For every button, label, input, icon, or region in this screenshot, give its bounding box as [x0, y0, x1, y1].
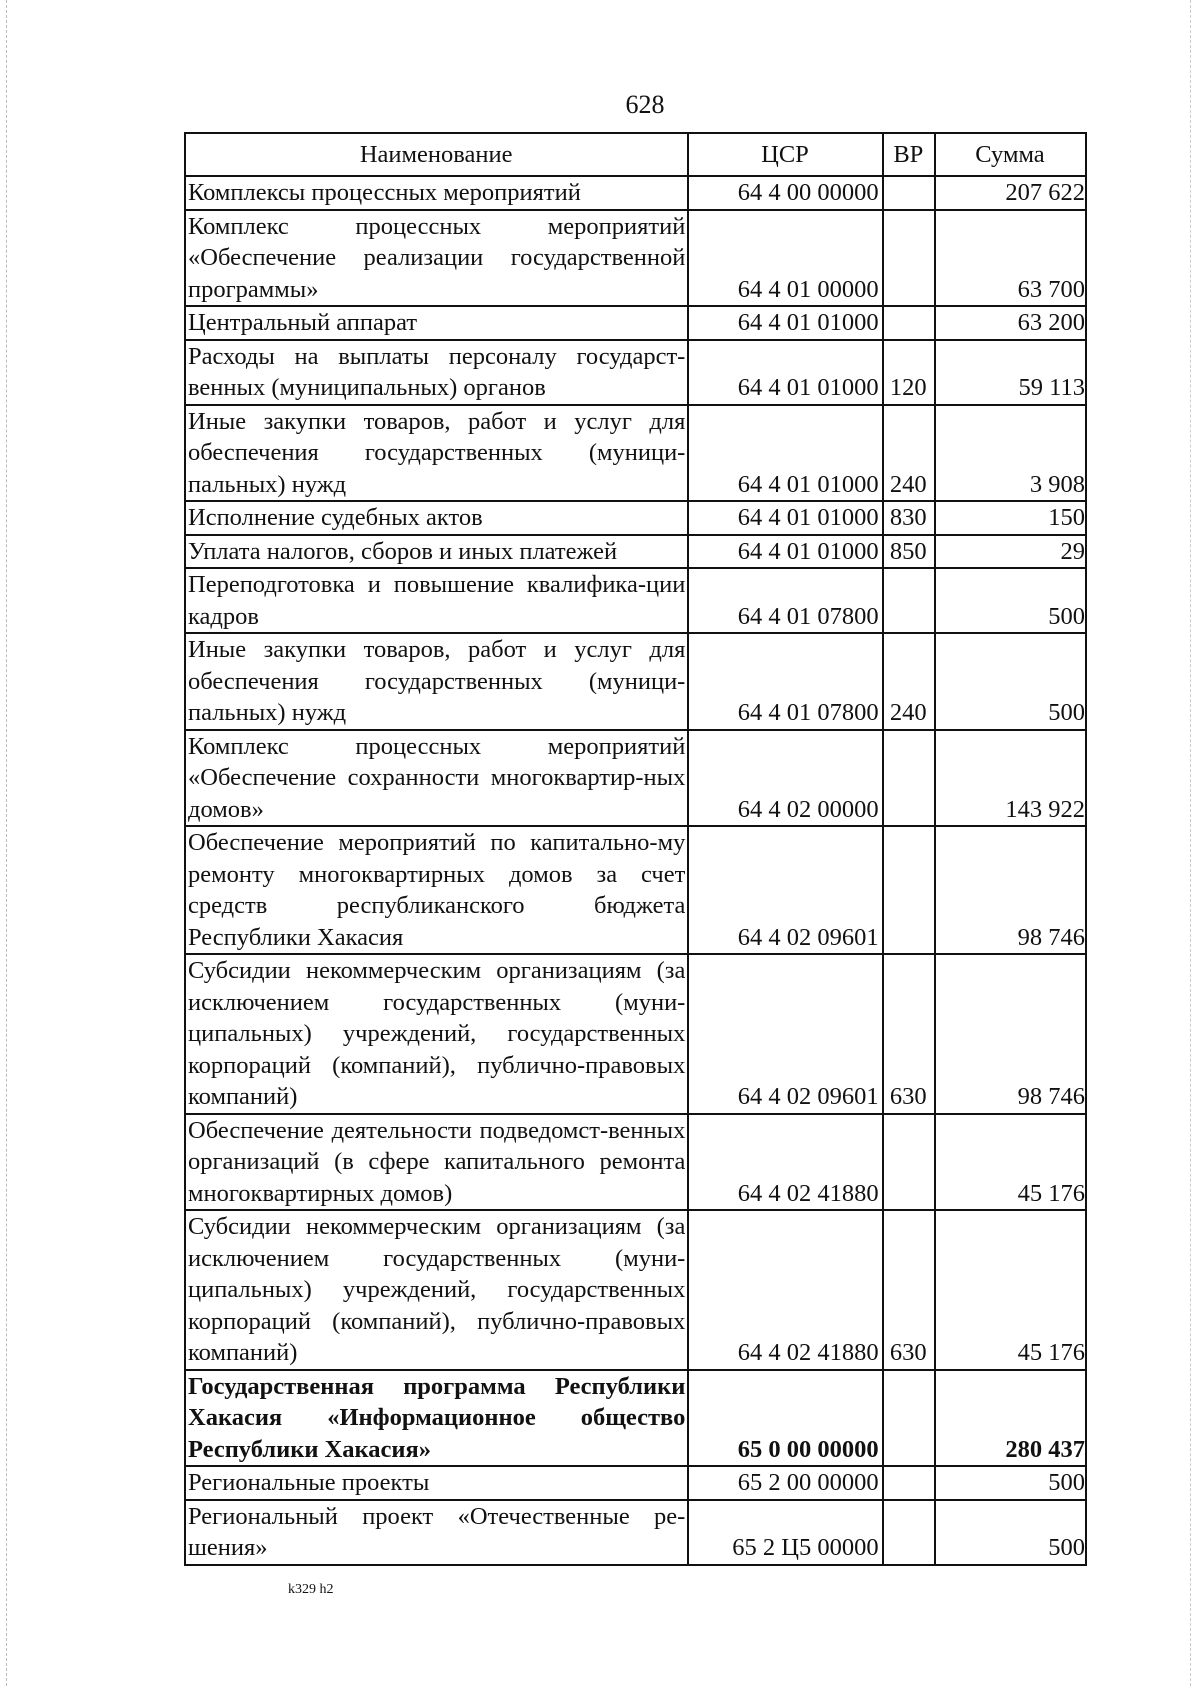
- row-name-cell: Региональный проект «Отечественные ре-шения»: [185, 1500, 688, 1565]
- row-name-cell: Расходы на выплаты персоналу государст-венных (муниципальных) органов: [185, 340, 688, 405]
- row-sum-cell: 500: [935, 568, 1086, 633]
- row-sum-cell: 29: [935, 535, 1086, 569]
- row-csr-cell: 64 4 02 00000: [688, 730, 882, 827]
- row-name-cell: Обеспечение мероприятий по капитально-му ремонту многоквартирных домов за счет средств республиканского бюджета Республики Хакасия: [185, 826, 688, 954]
- row-sum-cell: 45 176: [935, 1114, 1086, 1211]
- row-sum-cell: 63 700: [935, 210, 1086, 307]
- row-name-cell: Региональные проекты: [185, 1466, 688, 1500]
- row-csr-cell: 65 0 00 00000: [688, 1370, 882, 1467]
- page-number: 628: [625, 90, 665, 119]
- row-sum-cell: 500: [935, 633, 1086, 730]
- row-vr-cell: [883, 1500, 935, 1565]
- row-vr-cell: [883, 1466, 935, 1500]
- table-row: [185, 405, 1086, 502]
- row-sum-cell: 500: [935, 1466, 1086, 1500]
- row-vr-cell: [883, 826, 935, 954]
- table-row: [185, 1500, 1086, 1565]
- row-name-cell: Обеспечение деятельности подведомст-венных организаций (в сфере капитального ремонта многоквартирных домов): [185, 1114, 688, 1211]
- row-name-cell: Иные закупки товаров, работ и услуг для обеспечения государственных (муници-пальных) нужд: [185, 405, 688, 502]
- row-csr-cell: 64 4 01 01000: [688, 306, 882, 340]
- table-row: [185, 1466, 1086, 1500]
- table-row: [185, 535, 1086, 569]
- row-sum-cell: 63 200: [935, 306, 1086, 340]
- row-sum-cell: 59 113: [935, 340, 1086, 405]
- budget-table: [184, 132, 1087, 1566]
- row-sum-cell: 143 922: [935, 730, 1086, 827]
- row-csr-cell: 64 4 02 41880: [688, 1210, 882, 1370]
- header-csr: ЦСР: [688, 133, 882, 176]
- row-name-cell: Исполнение судебных актов: [185, 501, 688, 535]
- table-row: [185, 568, 1086, 633]
- table-row: [185, 1210, 1086, 1370]
- row-sum-cell: 45 176: [935, 1210, 1086, 1370]
- row-sum-cell: 500: [935, 1500, 1086, 1565]
- row-name-cell: Субсидии некоммерческим организациям (за исключением государственных (муни-ципальных) учреждений, государственных корпораций (компаний), публично-правовых компаний): [185, 954, 688, 1114]
- row-csr-cell: 64 4 02 09601: [688, 954, 882, 1114]
- table-row: [185, 340, 1086, 405]
- row-csr-cell: 64 4 02 09601: [688, 826, 882, 954]
- header-sum: Сумма: [935, 133, 1086, 176]
- header-name: Наименование: [185, 133, 688, 176]
- row-sum-cell: 150: [935, 501, 1086, 535]
- table-row: [185, 501, 1086, 535]
- table-row: [185, 730, 1086, 827]
- row-csr-cell: 64 4 01 01000: [688, 501, 882, 535]
- row-csr-cell: 64 4 01 07800: [688, 568, 882, 633]
- row-vr-cell: [883, 730, 935, 827]
- row-sum-cell: 98 746: [935, 954, 1086, 1114]
- row-vr-cell: [883, 1114, 935, 1211]
- row-vr-cell: [883, 306, 935, 340]
- table-header-row: [185, 133, 1086, 176]
- row-csr-cell: 65 2 Ц5 00000: [688, 1500, 882, 1565]
- table-row: [185, 1370, 1086, 1467]
- row-sum-cell: 280 437: [935, 1370, 1086, 1467]
- row-csr-cell: 64 4 01 01000: [688, 535, 882, 569]
- scan-edge-right: [1190, 0, 1192, 1686]
- row-vr-cell: 630: [883, 1210, 935, 1370]
- row-sum-cell: 98 746: [935, 826, 1086, 954]
- row-csr-cell: 64 4 02 41880: [688, 1114, 882, 1211]
- row-vr-cell: [883, 176, 935, 210]
- row-csr-cell: 64 4 00 00000: [688, 176, 882, 210]
- table-row: [185, 306, 1086, 340]
- row-name-cell: Комплексы процессных мероприятий: [185, 176, 688, 210]
- scan-edge-left: [6, 0, 8, 1686]
- row-vr-cell: [883, 1370, 935, 1467]
- row-name-cell: Государственная программа Республики Хакасия «Информационное общество Республики Хакасия»: [185, 1370, 688, 1467]
- row-name-cell: Комплекс процессных мероприятий «Обеспечение реализации государственной программы»: [185, 210, 688, 307]
- row-csr-cell: 65 2 00 00000: [688, 1466, 882, 1500]
- table-row: [185, 176, 1086, 210]
- row-name-cell: Субсидии некоммерческим организациям (за исключением государственных (муни-ципальных) учреждений, государственных корпораций (компаний), публично-правовых компаний): [185, 1210, 688, 1370]
- row-vr-cell: [883, 568, 935, 633]
- row-vr-cell: [883, 210, 935, 307]
- row-vr-cell: 630: [883, 954, 935, 1114]
- row-csr-cell: 64 4 01 07800: [688, 633, 882, 730]
- row-vr-cell: 850: [883, 535, 935, 569]
- row-name-cell: Центральный аппарат: [185, 306, 688, 340]
- row-sum-cell: 207 622: [935, 176, 1086, 210]
- table-row: [185, 826, 1086, 954]
- table-row: [185, 954, 1086, 1114]
- row-csr-cell: 64 4 01 01000: [688, 405, 882, 502]
- header-vr: ВР: [883, 133, 935, 176]
- table-row: [185, 1114, 1086, 1211]
- row-vr-cell: 830: [883, 501, 935, 535]
- row-csr-cell: 64 4 01 01000: [688, 340, 882, 405]
- footer-code: k329 h2: [288, 1582, 334, 1597]
- table-row: [185, 210, 1086, 307]
- row-vr-cell: 240: [883, 405, 935, 502]
- row-name-cell: Иные закупки товаров, работ и услуг для обеспечения государственных (муници-пальных) нужд: [185, 633, 688, 730]
- row-vr-cell: 120: [883, 340, 935, 405]
- row-csr-cell: 64 4 01 00000: [688, 210, 882, 307]
- row-name-cell: Комплекс процессных мероприятий «Обеспечение сохранности многоквартир-ных домов»: [185, 730, 688, 827]
- row-name-cell: Переподготовка и повышение квалифика-ции кадров: [185, 568, 688, 633]
- table-body: [185, 176, 1086, 1565]
- row-vr-cell: 240: [883, 633, 935, 730]
- table-row: [185, 633, 1086, 730]
- row-name-cell: Уплата налогов, сборов и иных платежей: [185, 535, 688, 569]
- row-sum-cell: 3 908: [935, 405, 1086, 502]
